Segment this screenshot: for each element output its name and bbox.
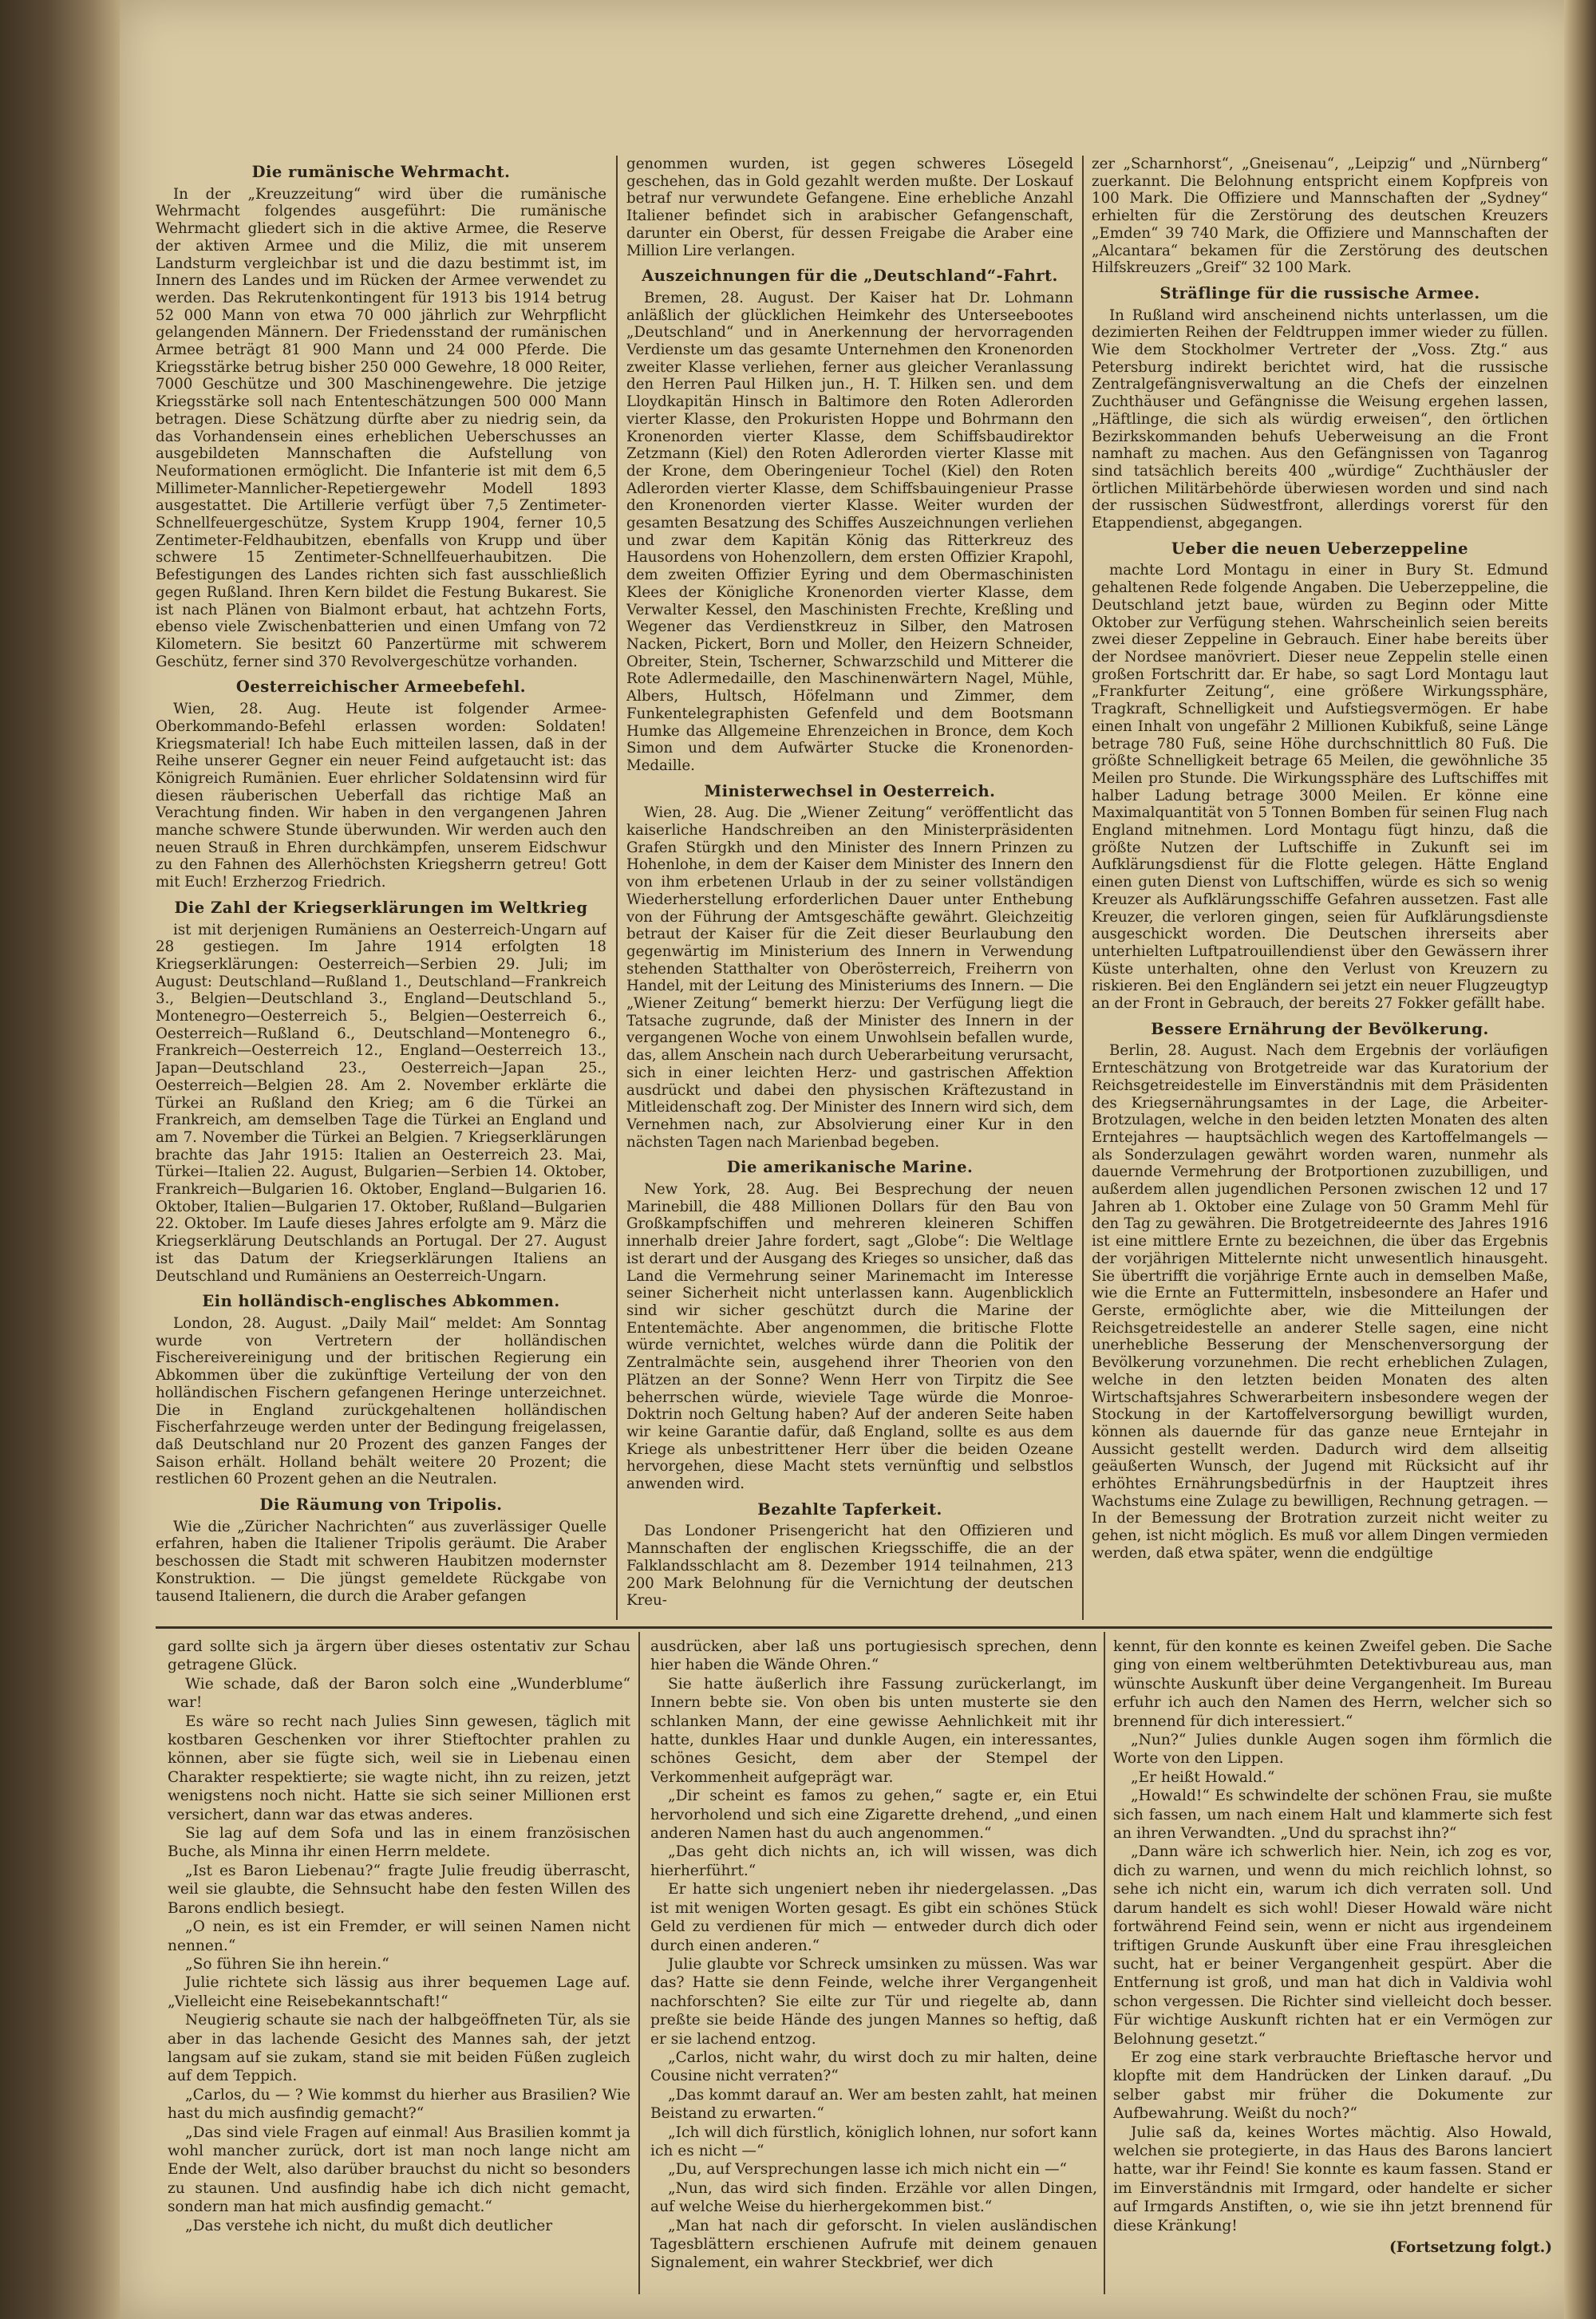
headline: Bessere Ernährung der Bevölkerung. xyxy=(1151,1019,1489,1038)
serial-novel-column-2 xyxy=(650,1638,1097,2292)
article-text: machte Lord Montagu in einer in Bury St. Edmund gehaltenen Rede folgende Angaben. Die Ueberzeppeline, die Deutschland jetzt baue, würden zu Beginn oder Mitte Oktober zur Verfügung stehen. Wahrscheinlich seien bereits zwei dieser Zeppeline in Gebrauch. Einer habe bereits über der Nordsee manövriert. Dieser neue Zeppelin stelle einen großen Fortschritt dar. Er habe, so sagt Lord Montagu laut „Frankfurter Zeitung“, eine größere Wirkungssphäre, Tragkraft, Schnelligkeit und Aufstiegsvermögen. Er habe einen Inhalt von ungefähr 2 Millionen Kubikfuß, seine Länge betrage 780 Fuß, seine Höhe durchschnittlich 80 Fuß. Die größte Schnelligkeit betrage 65 Meilen, die gewöhnliche 35 Meilen pro Stunde. Die Wirkungssphäre des Luftschiffes mit halber Ladung betrage 3000 Meilen. Er könne eine Maximalquantität von 5 Tonnen Bomben für seinen Flug nach England mitnehmen. Lord Montagu fügt hinzu, daß die größte Nutzen der Luftschiffe in Zukunft sei im Aufklärungsdienst für die Flotte gelegen. Hätte England einen guten Dienst von Luftschiffen, würde es sich so wenig Kreuzer als Aufklärungsschiffe Gefahren aussetzen. Fast alle Kreuzer, die verloren gingen, seien für Aufklärungsdienste ausgeschickt worden. Die Deutschen ihrerseits aber unterhielten Luftpatrouillendienst über den Gewässern ihrer Küste unterhalten, ohne den Verlust von Kreuzern zu riskieren. Bei den Engländern sei jetzt ein neuer Flugzeugtyp an der Front in Gebrauch, der bereits 27 Fokker gefällt habe. xyxy=(1092,562,1548,1013)
headline: Oesterreichischer Armeebefehl. xyxy=(235,678,527,697)
serial-paragraph: „O nein, es ist ein Fremder, er will seinen Namen nicht nennen.“ xyxy=(168,1918,630,1954)
serial-paragraph: „Er heißt Howald.“ xyxy=(1131,1768,1275,1786)
column-divider xyxy=(1104,1632,1105,2294)
serial-paragraph: kennt, für den konnte es keinen Zweifel geben. Die Sache ging von einem weltberühmten Detektivbureau aus, man wünschte Auskunft über deine Vergangenheit. Im Bureau erfuhr ich auch den Namen des Herrn, welcher sich so brennend für dich interessiert.“ xyxy=(1113,1638,1552,1730)
article-text: genommen wurden, ist gegen schweres Lösegeld geschehen, das in Gold gezahlt werden mußte. Der Loskauf betraf nur verwundete Gefangene. Eine erhebliche Anzahl Italiener befindet sich in arabischer Gefangenschaft, darunter ein Oberst, für dessen Freigabe die Araber eine Million Lire verlangen. xyxy=(626,156,1073,259)
headline: Die rumänische Wehrmacht. xyxy=(251,163,511,181)
book-binding xyxy=(0,0,120,2319)
headline: Die amerikanische Marine. xyxy=(726,1158,974,1177)
serial-paragraph: Er zog eine stark verbrauchte Brieftasche hervor und klopfte mit dem Handrücken der Linken darauf. „Du selber gabst mir früher die Dokumente zur Aufbewahrung. Weißt du noch?“ xyxy=(1113,2048,1552,2123)
article-text: ist mit derjenigen Rumäniens an Oesterreich-Ungarn auf 28 gestiegen. Im Jahre 1914 erfolgten 18 Kriegserklärungen: Oesterreich—Serbien 29. Juli; im August: Deutschland—Rußland 1., Deutschland—Frankreich 3., Belgien—Deutschland 3., England—Deutschland 5., Montenegro—Oesterreich 5., Belgien—Oesterreich 6., Oesterreich—Rußland 6., Deutschland—Montenegro 6., Frankreich—Oesterreich 12., England—Oesterreich 13., Japan—Deutschland 23., Oesterreich—Japan 25., Oesterreich—Belgien 28. Am 2. November erklärte die Türkei an Rußland den Krieg; am 6 die Türkei an Frankreich, am demselben Tage die Türkei an England und am 7. November die Türkei an Belgien. 7 Kriegserklärungen brachte das Jahr 1915: Italien an Oesterreich 23. Mai, Türkei—Italien 22. August, Bulgarien—Serbien 14. Oktober, Frankreich—Bulgarien 16. Oktober, England—Bulgarien 16. Oktober, Italien—Bulgarien 17. Oktober, Rußland—Bulgarien 22. Oktober. Im Laufe dieses Jahres erfolgte am 9. März die Kriegserklärung Deutschlands an Portugal. Der 27. August ist das Datum der Kriegserklärungen Italiens an Deutschland und Rumäniens an Oesterreich-Ungarn. xyxy=(156,921,606,1285)
serial-paragraph: „Man hat nach dir geforscht. In vielen ausländischen Tagesblättern erschienen Aufrufe mit deinem genauen Signalement, ein wahrer Steckbrief, wer dich xyxy=(650,2217,1097,2272)
article-text: Wien, 28. Aug. Heute ist folgender Armee-Oberkommando-Befehl erlassen worden: Soldaten! Kriegsmaterial! Ich habe Euch mitteilen lassen, daß in der Reihe unserer Gegner ein neuer Feind aufgetaucht ist: das Königreich Rumänien. Euer ehrlicher Soldatensinn wird für diesen räuberischen Ueberfall das richtige Maß an Verachtung finden. Wir haben in den vergangenen Jahren manche schwere Stunde überwunden. Wir werden auch den neuen Strauß in Ehren durchkämpfen, unserem Eidschwur zu den Fahnen des Allerhöchsten Kriegsherrn getreu! Gott mit Euch! Erzherzog Friedrich. xyxy=(156,701,606,891)
serial-paragraph: „Nun, das wird sich finden. Erzähle vor allen Dingen, auf welche Weise du hierhergekommen bist.“ xyxy=(650,2179,1097,2216)
article-text: zer „Scharnhorst“, „Gneisenau“, „Leipzig“ und „Nürnberg“ zuerkannt. Die Belohnung entspricht einem Kopfpreis von 100 Mark. Die Offiziere und Mannschaften der „Sydney“ erhielten für die Zerstörung des deutschen Kreuzers „Emden“ 39 740 Mark, die Offiziere und Mannschaften der „Alcantara“ bekamen für die Zerstörung des deutschen Hilfskreuzers „Greif“ 32 100 Mark. xyxy=(1092,156,1548,277)
article-text: In Rußland wird anscheinend nichts unterlassen, um die dezimierten Reihen der Feldtruppen immer wieder zu füllen. Wie dem Stockholmer Vertreter der „Voss. Ztg.“ aus Petersburg indirekt berichtet wird, hat die russische Zentralgefängnisverwaltung an die Chefs der einzelnen Zuchthäuser und Gefängnisse die Weisung ergehen lassen, „Häftlinge, die sich als würdig erweisen“, den örtlichen Bezirkskommanden behufs Ueberweisung an die Front namhaft zu machen. Aus den Gefängnissen von Taganrog sind tatsächlich bereits 400 „würdige“ Zuchthäusler der örtlichen Militärbehörde überwiesen worden und sind nach der russischen Südwestfront, allerdings vorerst für den Etappendienst, abgegangen. xyxy=(1092,306,1548,532)
article-text: London, 28. August. „Daily Mail“ meldet: Am Sonntag wurde von Vertretern der holländischen Fischereivereinigung und der britischen Regierung ein Abkommen über die zukünftige Verteilung der von den holländischen Fischern gefangenen Heringe unterzeichnet. Die in England zurückgehaltenen holländischen Fischerfahrzeuge werden unter der Bedingung freigelassen, daß Deutschland nur 20 Prozent des ganzen Fanges der Saison erhält. Holland behält weitere 20 Prozent; die restlichen 60 Prozent gehen an die Neutralen. xyxy=(156,1315,606,1488)
article-text: Wie die „Züricher Nachrichten“ aus zuverlässiger Quelle erfahren, haben die Italiener Tripolis geräumt. Die Araber beschossen die Stadt mit schweren Haubitzen modernster Konstruktion. — Die jüngst gemeldete Rückgabe von tausend Italienern, die durch die Araber gefangen xyxy=(156,1518,606,1605)
serial-paragraph: Sie hatte äußerlich ihre Fassung zurückerlangt, im Innern bebte sie. Von oben bis unten musterte sie den schlanken Mann, der eine gewisse Aehnlichkeit mit ihr hatte, dunkles Haar und dunkle Augen, ein interessantes, schönes Gesicht, dem aber der Stempel der Verkommenheit aufgeprägt war. xyxy=(650,1675,1097,1786)
headline: Sträflinge für die russische Armee. xyxy=(1159,283,1480,302)
column-divider xyxy=(638,1632,640,2294)
serial-paragraph: Wie schade, daß der Baron solch eine „Wunderblume“ war! xyxy=(168,1675,630,1712)
article-text: In der „Kreuzzeitung“ wird über die rumänische Wehrmacht folgendes ausgeführt: Die rumänische Wehrmacht gliedert sich in die aktive Armee, die Reserve der aktiven Armee und die Miliz, die mit unserem Landsturm vergleichbar ist und die dazu bestimmt ist, im Innern des Landes und im Rücken der Armee verwendet zu werden. Das Rekrutenkontingent für 1913 bis 1914 betrug 52 000 Mann von etwa 70 000 jährlich zur Wehrpflicht gelangenden Männern. Der Friedensstand der rumänischen Armee beträgt 81 900 Mann und 24 000 Pferde. Die Kriegsstärke betrug bisher 250 000 Gewehre, 18 000 Reiter, 7000 Geschütze und 300 Maschinengewehre. Die jetzige Kriegsstärke soll nach Ententeschätzungen 500 000 Mann betragen. Diese Schätzung dürfte aber zu niedrig sein, da das Vorhandensein eines erheblichen Ueberschusses an ausgebildeten Mannschaften die Aufstellung von Neuformationen ermöglicht. Die Infanterie ist mit dem 6,5 Millimeter-Mannlicher-Repetiergewehr Modell 1893 ausgestattet. Die Artillerie verfügt über 7,5 Zentimeter-Schnellfeuergeschütze, System Krupp 1904, ferner 10,5 Zentimeter-Feldhaubitzen, ebenfalls von Krupp und über schwere 15 Zentimeter-Schnellfeuerhaubitzen. Die Befestigungen des Landes richten sich fast ausschließlich gegen Rußland. Ihren Kern bildet die Festung Bukarest. Sie ist nach Plänen von Bialmont erbaut, hat achtzehn Forts, ebenso viele Zwischenbatterien und einen Umfang von 72 Kilometern. Sie besitzt 60 Panzertürme mit schwerem Geschütz, ferner sind 370 Revolvergeschütze vorhanden. xyxy=(156,185,606,670)
article-text: Wien, 28. Aug. Die „Wiener Zeitung“ veröffentlicht das kaiserliche Handschreiben an den Ministerpräsidenten Grafen Stürgkh und den Minister des Innern Prinzen zu Hohenlohe, in dem der Kaiser dem Minister des Innern den von ihm erbetenen Urlaub in der zu seiner vollständigen Wiederherstellung erforderlichen Dauer unter Enthebung von der Führung der Amtsgeschäfte gewährt. Gleichzeitig betraut der Kaiser für die Zeit dieser Beurlaubung den gegenwärtig im Ministerium des Innern in Verwendung stehenden Statthalter von Oberösterreich, Freiherrn von Handel, mit der Leitung des Ministeriums des Innern. — Die „Wiener Zeitung“ bemerkt hierzu: Der Verfügung liegt die Tatsache zugrunde, daß der Minister des Innern in der vergangenen Woche von einem Unwohlsein befallen wurde, das, allem Anschein nach durch Ueberarbeitung verursacht, sich in einer leichten Herz- und gastrischen Affektion ausdrückt und dabei den physischen Kräftezustand in Mitleidenschaft zog. Der Minister des Innern wird sich, dem Vernehmen nach, zur Absolvierung einer Kur in den nächsten Tagen nach Marienbad begeben. xyxy=(626,804,1073,1151)
news-column-2 xyxy=(626,156,1073,1620)
serial-paragraph: Julie richtete sich lässig aus ihrer bequemen Lage auf. „Vielleicht eine Reisebekanntschaft!“ xyxy=(168,1974,630,2010)
article-text: Bremen, 28. August. Der Kaiser hat Dr. Lohmann anläßlich der glücklichen Heimkehr des Unterseebootes „Deutschland“ und in Anerkennung der hervorragenden Verdienste um das gesamte Unternehmen den Kronenorden zweiter Klasse verliehen, ferner aus gleicher Veranlassung den Herren Paul Hilken jun., H. T. Hilken sen. und dem Lloydkapitän Hinsch in Baltimore den Roten Adlerorden vierter Klasse, den Prokuristen Hoppe und Bohrmann den Kronenorden vierter Klasse, dem Schiffsbaudirektor Zetzmann (Kiel) den Roten Adlerorden vierter Klasse mit der Krone, dem Oberingenieur Tochel (Kiel) den Roten Adlerorden vierter Klasse, dem Schiffsbauingenieur Prasse den Kronenorden vierter Klasse. Weiter wurden der gesamten Besatzung des Schiffes Auszeichnungen verliehen und zwar dem Kapitän König das Ritterkreuz des Hausordens von Hohenzollern, dem ersten Offizier Krapohl, dem zweiten Offizier Eyring und dem Obermaschinisten Klees der Königliche Kronenorden vierter Klasse, dem Verwalter Kessel, den Maschinisten Frechte, Kreßling und Wegener das Verdienstkreuz in Silber, den Matrosen Nacken, Pickert, Born und Moller, den Heizern Schneider, Obreiter, Stein, Tscherner, Schwarzschild und Mitterer die Rote Adlermedaille, den Maschinenwärtern Nagel, Mühle, Albers, Hultsch, Höfelmann und Zimmer, dem Funkentelegraphisten Gefenfeld und dem Bootsmann Humke das Allgemeine Ehrenzeichen in Bronce, dem Koch Simon und dem Aufwärter Stucke die Kronenorden-Medaille. xyxy=(626,289,1073,774)
serial-paragraph: „Nun?“ Julies dunkle Augen sogen ihm förmlich die Worte von den Lippen. xyxy=(1113,1732,1552,1768)
serial-paragraph: „Das kommt darauf an. Wer am besten zahlt, hat meinen Beistand zu erwarten.“ xyxy=(650,2086,1097,2123)
serial-paragraph: gard sollte sich ja ärgern über dieses ostentativ zur Schau getragene Glück. xyxy=(168,1638,630,1674)
serial-paragraph: „Dir scheint es famos zu gehen,“ sagte er, ein Etui hervorholend und sich eine Zigarette drehend, „und einen anderen Namen hast du auch angenommen.“ xyxy=(650,1788,1097,1843)
serial-paragraph: „Carlos, du — ? Wie kommst du hierher aus Brasilien? Wie hast du mich ausfindig gemacht?“ xyxy=(168,2086,630,2123)
serial-paragraph: „Howald!“ Es schwindelte der schönen Frau, sie mußte sich fassen, um nach einem Halt und klammerte sich fest an ihren Verwandten. „Und du sprachst ihn?“ xyxy=(1113,1788,1552,1843)
serial-paragraph: „Das verstehe ich nicht, du mußt dich deutlicher xyxy=(185,2217,553,2234)
headline: Auszeichnungen für die „Deutschland“-Fahrt. xyxy=(642,267,1058,286)
serial-paragraph: Neugierig schaute sie nach der halbgeöffneten Tür, als sie aber in das lachende Gesicht des Mannes sah, der jetzt langsam auf sie zukam, stand sie mit beiden Füßen zugleich auf dem Teppich. xyxy=(168,2012,630,2085)
headline: Die Zahl der Kriegserklärungen im Weltkrieg xyxy=(174,898,588,917)
headline: Bezahlte Tapferkeit. xyxy=(757,1499,942,1519)
serial-novel-column-1 xyxy=(168,1638,630,2292)
serial-paragraph: „Das geht dich nichts an, ich will wissen, was dich hierherführt.“ xyxy=(650,1843,1097,1879)
headline: Die Räumung von Tripolis. xyxy=(259,1495,503,1515)
serial-paragraph: „Ich will dich fürstlich, königlich lohnen, nur sofort kann ich es nicht —“ xyxy=(650,2123,1097,2159)
serial-paragraph: Es wäre so recht nach Julies Sinn gewesen, täglich mit kostbaren Geschenken vor ihrer Stieftochter prahlen zu können, aber sie fügte sich, weil sie in Liebenau einen Charakter respektierte; sie wagte nicht, ihn zu reizen, jetzt wenigstens noch nicht. Hatte sie sich seiner Millionen erst versichert, dann war das etwas anderes. xyxy=(168,1713,630,1823)
page-edge xyxy=(1564,0,1596,2319)
feuilleton-rule xyxy=(156,1626,1552,1629)
news-column-3 xyxy=(1092,156,1548,1620)
column-divider xyxy=(1082,156,1084,1620)
serial-paragraph: „Du, auf Versprechungen lasse ich mich nicht ein —“ xyxy=(668,2161,1068,2179)
serial-paragraph: Julie glaubte vor Schreck umsinken zu müssen. Was war das? Hatte sie denn Feinde, welche ihrer Vergangenheit nachforschten? Sie eilte zur Tür und riegelte ab, dann preßte sie beide Hände des jungen Mannes so heftig, daß er sie lachend entzog. xyxy=(650,1955,1097,2048)
headline: Ein holländisch-englisches Abkommen. xyxy=(202,1292,560,1311)
serial-paragraph: „Ist es Baron Liebenau?“ fragte Julie freudig überrascht, weil sie glaubte, die Sehnsucht habe den festen Willen des Barons endlich besiegt. xyxy=(168,1862,630,1917)
serial-paragraph: „Dann wäre ich schwerlich hier. Nein, ich zog es vor, dich zu warnen, und wenn du mich reichlich lohnst, so sehe ich nicht ein, warum ich dich verraten soll. Und darum handelt es sich wohl! Dieser Howald wäre nicht fortwährend Feind sein, wenn er nicht aus irgendeinem triftigen Grunde Auskunft über eine Frau ihresgleichen sucht, hat er beiner Vergangenheit gespürt. Aber die Entfernung ist groß, und man hat dich in Valdivia wohl schon vergessen. Die Richter sind vielleicht doch besser. Für wichtige Auskunft richten hat er ein Vermögen zur Belohnung gesetzt.“ xyxy=(1113,1843,1552,2048)
column-divider xyxy=(616,156,618,1620)
article-text: New York, 28. Aug. Bei Besprechung der neuen Marinebill, die 488 Millionen Dollars für den Bau von Großkampfschiffen und mehreren kleineren Schiffen innerhalb dreier Jahre fordert, sagt „Globe“: Die Weltlage ist derart und der Ausgang des Krieges so unsicher, daß das Land die Vermehrung seiner Marinemacht im Interesse seiner Sicherheit nicht unterlassen kann. Augenblicklich sind wir sicher geschützt durch die Marine der Ententemächte. Aber angenommen, die britische Flotte würde vernichtet, welches würde dann die Politik der Zentralmächte sein, ausgehend ihrer Theorien von den Plätzen an der Sonne? Wenn Herr von Tirpitz die See beherrschen würde, wieviele Tage würde die Monroe-Doktrin noch Geltung haben? Auf der anderen Seite haben wir keine Garantie dafür, daß England, sollte es aus dem Kriege als unbestrittener Herr über die beiden Ozeane hervorgehen, diese Macht stets vernünftig und selbstlos anwenden wird. xyxy=(626,1181,1073,1493)
news-column-1 xyxy=(156,156,606,1620)
serial-paragraph: Sie lag auf dem Sofa und las in einem französischen Buche, als Minna ihr einen Herrn meldete. xyxy=(168,1825,630,1861)
article-text: Berlin, 28. August. Nach dem Ergebnis der vorläufigen Ernteschätzung von Brotgetreide war das Kuratorium der Reichsgetreidestelle im Einverständnis mit dem Präsidenten des Kriegsernährungsamtes in der Lage, die Arbeiter-Brotzulagen, welche in den beiden letzten Monaten des alten Erntejahres — hauptsächlich wegen des Kartoffelmangels — als Sonderzulagen gewährt worden waren, nunmehr als dauernde Vermehrung der Brotportionen zuzubilligen, und außerdem allen jugendlichen Personen zwischen 12 und 17 Jahren ab 1. Oktober eine Zulage von 50 Gramm Mehl für den Tag zu gewähren. Die Brotgetreideernte des Jahres 1916 ist eine mittlere Ernte zu bezeichnen, die über das Ergebnis der vorjährigen Mittelernte nicht unwesentlich hinausgeht. Sie übertrifft die vorjährige Ernte auch in demselben Maße, wie die Ernte an Futtermitteln, insbesondere an Hafer und Gerste, ermöglichte aber, wie die Mitteilungen der Reichsgetreidestelle an anderer Stelle sagen, eine nicht unerhebliche Besserung der Menschenversorgung der Bevölkerung vorzunehmen. Die recht erheblichen Zulagen, welche in den letzten beiden Monaten des alten Wirtschaftsjahres Schwerarbeitern insbesondere wegen der Stockung in der Kartoffelversorgung bewilligt wurden, können als dauernde für das ganze neue Erntejahr in Aussicht gestellt werden. Dadurch wird dem allseitig geäußerten Wunsch, der Jugend mit Rücksicht auf ihr erhöhtes Ernährungsbedürfnis in der Hauptzeit ihres Wachstums eine Zulage zu bewilligen, Rechnung getragen. — In der Bemessung der Brotration zurzeit nicht weiter zu gehen, ist nicht möglich. Es muß vor allem Dingen vermieden werden, daß etwa später, wenn die endgültige xyxy=(1092,1042,1548,1562)
serial-paragraph: Er hatte sich ungeniert neben ihr niedergelassen. „Das ist mit wenigen Worten gesagt. Es gibt ein schönes Stück Geld zu verdienen für mich — entweder durch dich oder durch einen anderen.“ xyxy=(650,1881,1097,1954)
serial-novel-column-3 xyxy=(1113,1638,1552,2292)
article-text: Das Londoner Prisengericht hat den Offizieren und Mannschaften der englischen Kriegsschiffe, die an der Falklandsschlacht am 8. Dezember 1914 teilnahmen, 213 200 Mark Belohnung für die Vernichtung der deutschen Kreu- xyxy=(626,1523,1073,1610)
serial-paragraph: „Carlos, nicht wahr, du wirst doch zu mir halten, deine Cousine nicht verraten?“ xyxy=(650,2048,1097,2085)
headline: Ministerwechsel in Oesterreich. xyxy=(704,781,996,800)
serial-paragraph: „So führen Sie ihn herein.“ xyxy=(185,1955,389,1973)
serial-paragraph: ausdrücken, aber laß uns portugiesisch sprechen, denn hier haben die Wände Ohren.“ xyxy=(650,1638,1097,1674)
headline: Ueber die neuen Ueberzeppeline xyxy=(1171,539,1469,558)
continuation-note: (Fortsetzung folgt.) xyxy=(1389,2239,1552,2256)
serial-paragraph: Julie saß da, keines Wortes mächtig. Also Howald, welchen sie protegierte, in das Haus des Barons lanciert hatte, war ihr Feind! Sie konnte es kaum fassen. Stand er im Einverständnis mit Irmgard, oder handelte er sicher auf Irmgards Anstiften, o, wie sie ihn jetzt brennend für diese Kränkung! xyxy=(1113,2123,1552,2234)
serial-paragraph: „Das sind viele Fragen auf einmal! Aus Brasilien kommt ja wohl mancher zurück, dort ist man noch lange nicht am Ende der Welt, also darüber brauchst du nicht so besonders zu staunen. Und ausfindig habe ich dich nicht gemacht, sondern man hat mich ausfindig gemacht.“ xyxy=(168,2123,630,2216)
